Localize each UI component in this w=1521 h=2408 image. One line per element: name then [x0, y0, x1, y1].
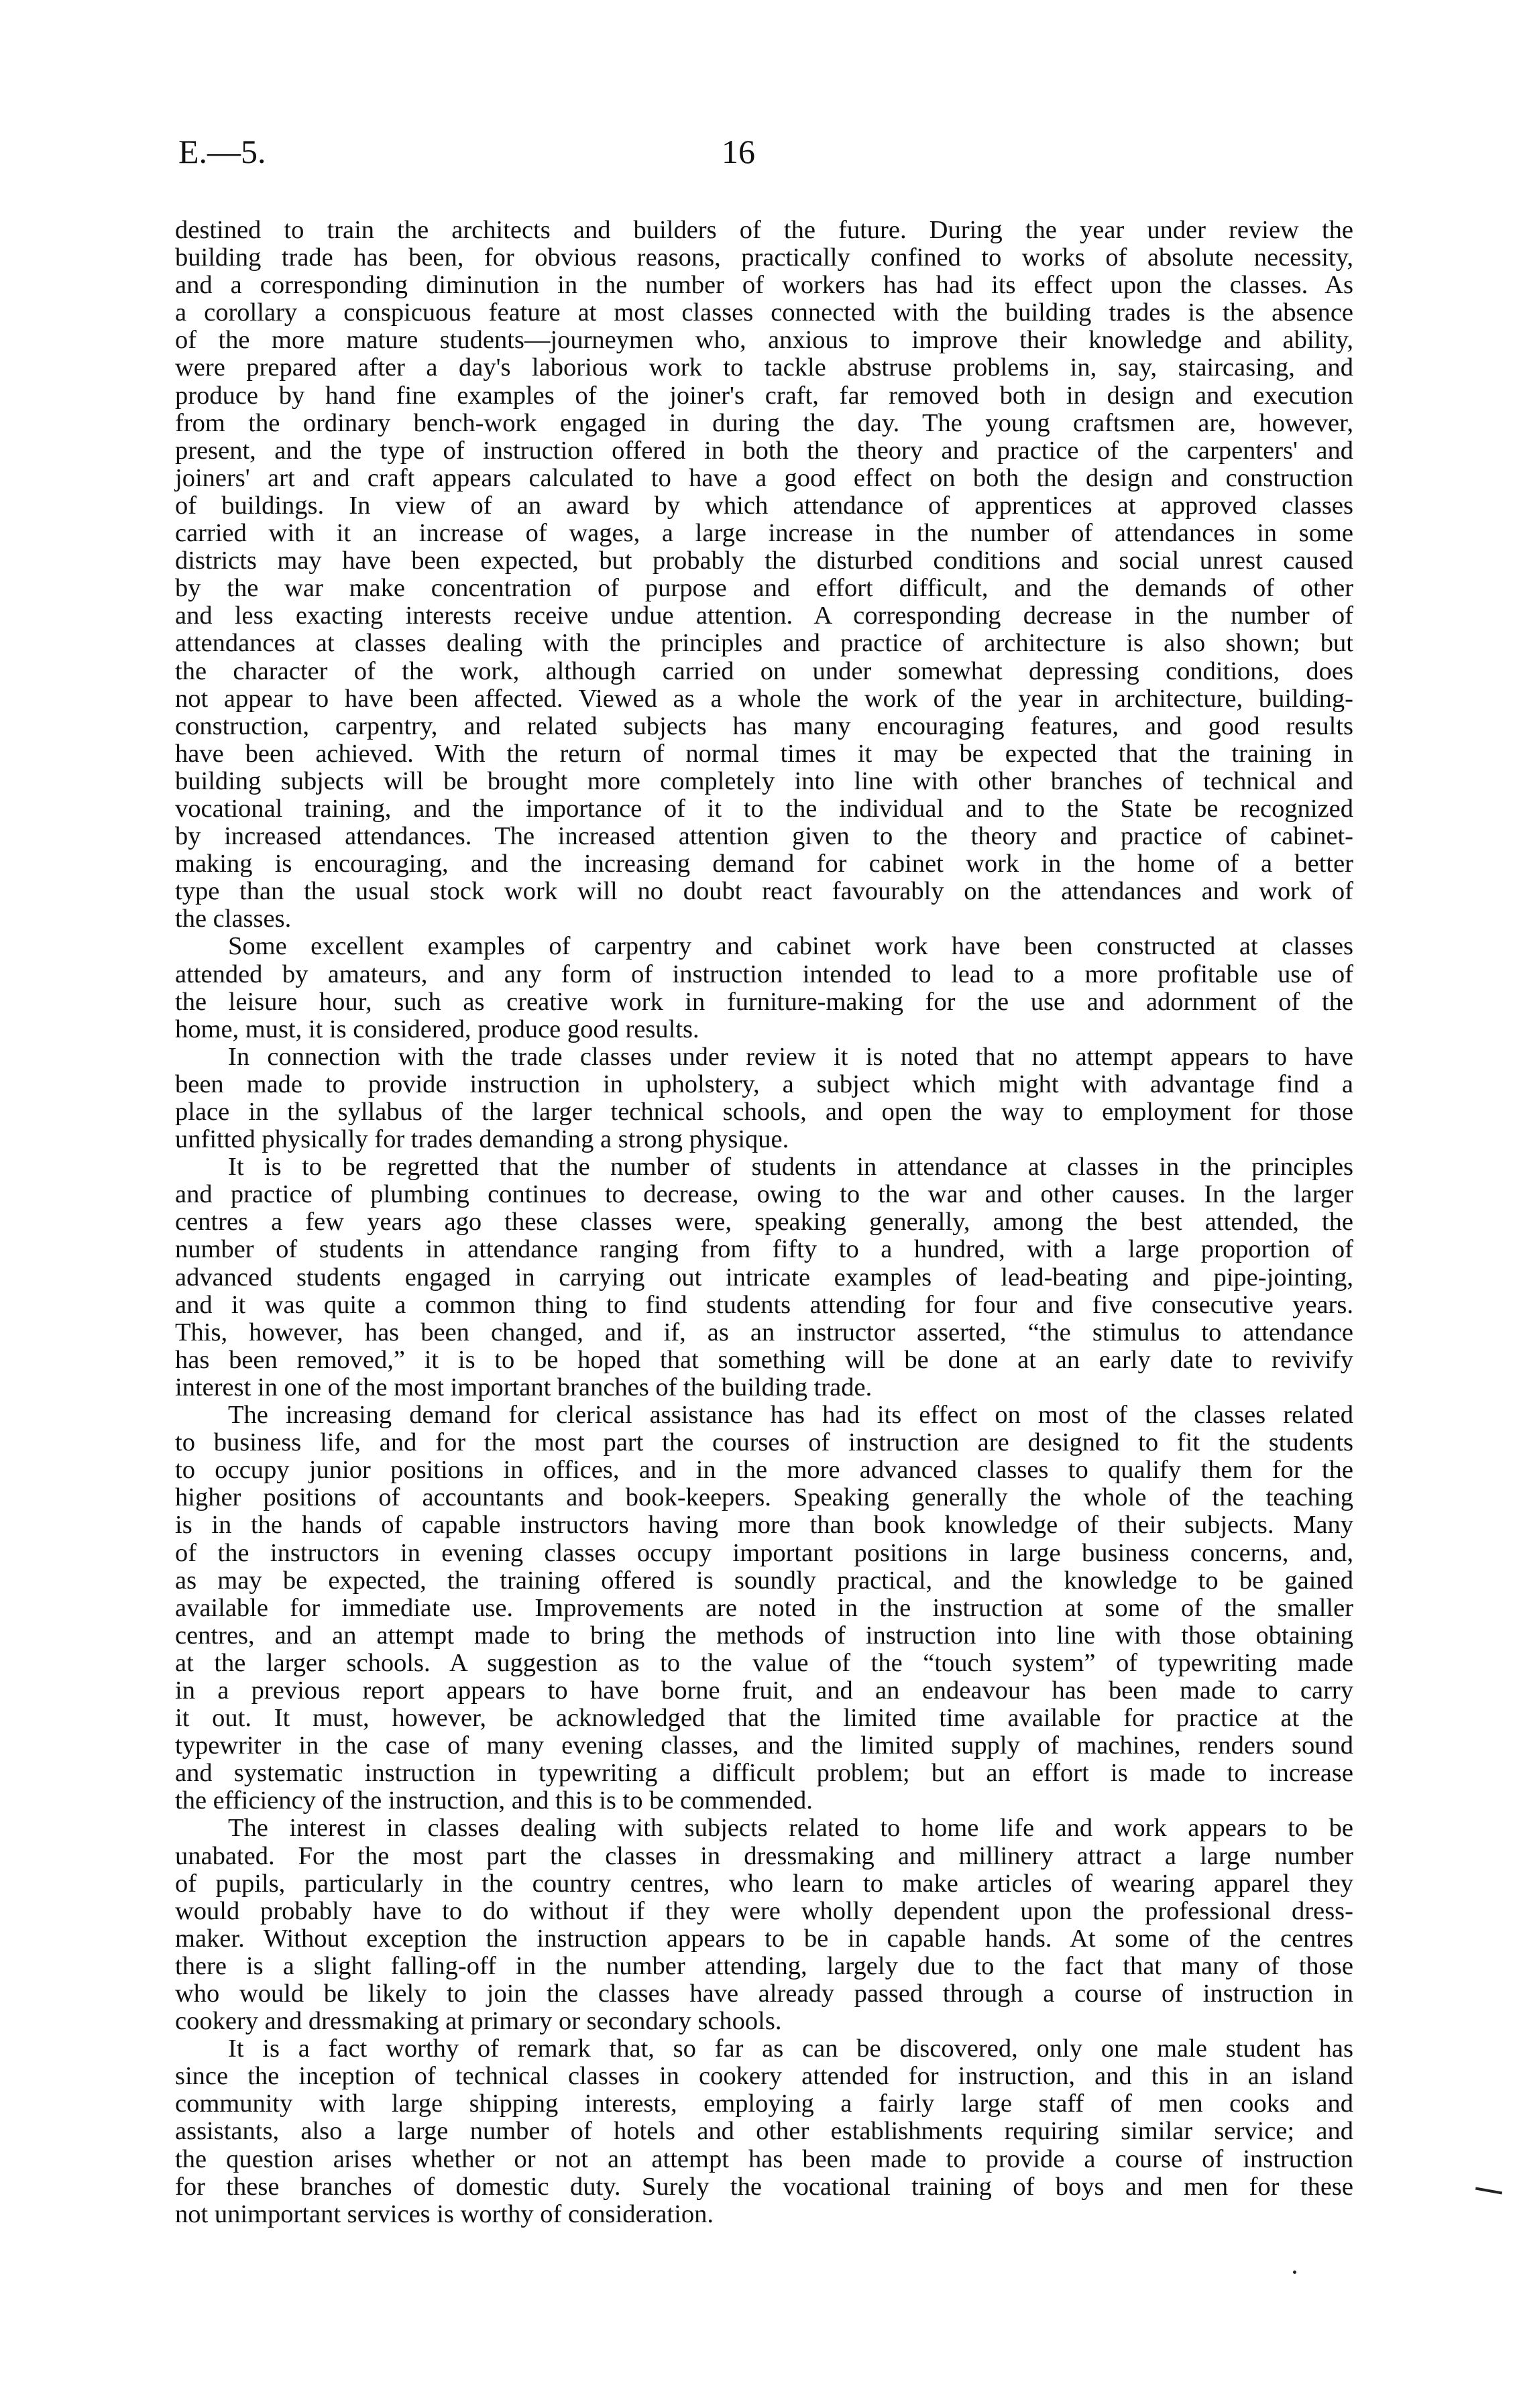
- text-line: by increased attendances. The increased attention given to the theory and practice of cabinet-: [175, 822, 1353, 851]
- text-line: unabated. For the most part the classes in dressmaking and millinery attract a large number: [175, 1841, 1353, 1870]
- text-line: interest in one of the most important branches of the building trade.: [175, 1373, 872, 1401]
- text-line: and it was quite a common thing to find students attending for four and five consecutive years.: [175, 1290, 1353, 1319]
- text-line: and practice of plumbing continues to decrease, owing to the war and other causes. In the larger: [175, 1180, 1353, 1209]
- text-line: community with large shipping interests, employing a fairly large staff of men cooks and: [175, 2089, 1353, 2118]
- paragraph: [175, 1153, 1353, 1401]
- text-line: attendances at classes dealing with the principles and practice of architecture is also shown; but: [175, 629, 1353, 658]
- text-line: place in the syllabus of the larger technical schools, and open the way to employment for those: [175, 1098, 1353, 1126]
- text-line: and less exacting interests receive undue attention. A corresponding decrease in the number of: [175, 601, 1353, 630]
- text-line: by the war make concentration of purpose and effort difficult, and the demands of other: [175, 574, 1353, 603]
- text-line: produce by hand fine examples of the joiner's craft, far removed both in design and execution: [175, 381, 1353, 410]
- text-line: higher positions of accountants and book-keepers. Speaking generally the whole of the teaching: [175, 1483, 1353, 1512]
- text-line: In connection with the trade classes under review it is noted that no attempt appears to have: [228, 1042, 1353, 1071]
- text-line: joiners' art and craft appears calculated to have a good effect on both the design and construction: [175, 463, 1353, 492]
- scan-mark: [1475, 2187, 1502, 2195]
- paragraph: [175, 2035, 1353, 2228]
- text-line: The increasing demand for clerical assistance has had its effect on most of the classes related: [228, 1401, 1353, 1430]
- text-line: since the inception of technical classes in cookery attended for instruction, and this in an island: [175, 2062, 1353, 2091]
- text-line: It is to be regretted that the number of students in attendance at classes in the principles: [228, 1153, 1353, 1182]
- text-line: is in the hands of capable instructors having more than book knowledge of their subjects. Many: [175, 1511, 1353, 1540]
- text-line: districts may have been expected, but probably the disturbed conditions and social unrest caused: [175, 547, 1353, 575]
- text-line: maker. Without exception the instruction appears to be in capable hands. At some of the centres: [175, 1924, 1353, 1953]
- text-line: were prepared after a day's laborious work to tackle abstruse problems in, say, staircasing, and: [175, 353, 1353, 382]
- text-line: unfitted physically for trades demanding a strong physique.: [175, 1125, 789, 1154]
- text-line: who would be likely to join the classes have already passed through a course of instruction in: [175, 1980, 1353, 2008]
- text-line: the efficiency of the instruction, and this is to be commended.: [175, 1786, 813, 1815]
- text-line: centres, and an attempt made to bring the methods of instruction into line with those obtaining: [175, 1621, 1353, 1650]
- text-line: and a corresponding diminution in the number of workers has had its effect upon the classes. As: [175, 271, 1353, 300]
- text-line: cookery and dressmaking at primary or secondary schools.: [175, 2007, 782, 2036]
- body-text: [175, 217, 1353, 2228]
- page-number: 16: [722, 133, 755, 170]
- text-line: and systematic instruction in typewriting a difficult problem; but an effort is made to increase: [175, 1759, 1353, 1788]
- text-line: from the ordinary bench-work engaged in during the day. The young craftsmen are, however,: [175, 408, 1353, 437]
- text-line: It is a fact worthy of remark that, so far as can be discovered, only one male student has: [228, 2034, 1353, 2063]
- text-line: attended by amateurs, and any form of instruction intended to lead to a more profitable use of: [175, 960, 1353, 988]
- text-line: building trade has been, for obvious reasons, practically confined to works of absolute necessity,: [175, 243, 1353, 272]
- text-line: This, however, has been changed, and if, as an instructor asserted, “the stimulus to attendance: [175, 1318, 1353, 1346]
- text-line: of pupils, particularly in the country centres, who learn to make articles of wearing apparel they: [175, 1869, 1353, 1898]
- text-line: available for immediate use. Improvements are noted in the instruction at some of the smaller: [175, 1593, 1353, 1622]
- text-line: number of students in attendance ranging from fifty to a hundred, with a large proportion of: [175, 1235, 1353, 1264]
- text-line: destined to train the architects and builders of the future. During the year under review the: [175, 216, 1353, 244]
- text-line: vocational training, and the importance of it to the individual and to the State be recognized: [175, 794, 1353, 823]
- paragraph: [175, 217, 1353, 933]
- text-line: the character of the work, although carried on under somewhat depressing conditions, does: [175, 656, 1353, 685]
- text-line: not appear to have been affected. Viewed as a whole the work of the year in architecture, building-: [175, 684, 1353, 713]
- text-line: making is encouraging, and the increasing demand for cabinet work in the home of a better: [175, 850, 1353, 878]
- text-line: type than the usual stock work will no doubt react favourably on the attendances and work of: [175, 877, 1353, 906]
- paragraph: [175, 933, 1353, 1043]
- text-line: of buildings. In view of an award by which attendance of apprentices at approved classes: [175, 491, 1353, 520]
- text-line: The interest in classes dealing with subjects related to home life and work appears to be: [228, 1814, 1353, 1843]
- text-line: to occupy junior positions in offices, and in the more advanced classes to qualify them for the: [175, 1456, 1353, 1485]
- text-line: there is a slight falling-off in the number attending, largely due to the fact that many of those: [175, 1951, 1353, 1980]
- text-line: typewriter in the case of many evening classes, and the limited supply of machines, renders sound: [175, 1731, 1353, 1760]
- text-line: present, and the type of instruction offered in both the theory and practice of the carpenters' and: [175, 436, 1353, 465]
- text-line: Some excellent examples of carpentry and cabinet work have been constructed at classes: [228, 932, 1353, 961]
- paragraph: [175, 1815, 1353, 2035]
- text-line: building subjects will be brought more completely into line with other branches of technical and: [175, 766, 1353, 795]
- text-line: for these branches of domestic duty. Surely the vocational training of boys and men for these: [175, 2172, 1353, 2201]
- text-line: it out. It must, however, be acknowledged that the limited time available for practice at the: [175, 1704, 1353, 1733]
- document-reference: E.—5.: [178, 133, 266, 170]
- text-line: to business life, and for the most part the courses of instruction are designed to fit the students: [175, 1428, 1353, 1457]
- text-line: centres a few years ago these classes were, speaking generally, among the best attended, the: [175, 1208, 1353, 1237]
- scan-mark: [1293, 2271, 1296, 2274]
- text-line: advanced students engaged in carrying out intricate examples of lead-beating and pipe-jointing,: [175, 1263, 1353, 1292]
- text-line: the leisure hour, such as creative work in furniture-making for the use and adornment of the: [175, 987, 1353, 1016]
- text-line: been made to provide instruction in upholstery, a subject which might with advantage find a: [175, 1070, 1353, 1098]
- text-line: home, must, it is considered, produce good results.: [175, 1015, 699, 1043]
- text-line: the classes.: [175, 905, 292, 933]
- text-line: a corollary a conspicuous feature at most classes connected with the building trades is the absence: [175, 298, 1353, 327]
- text-line: as may be expected, the training offered is soundly practical, and the knowledge to be gained: [175, 1566, 1353, 1595]
- text-line: carried with it an increase of wages, a large increase in the number of attendances in some: [175, 519, 1353, 548]
- text-line: construction, carpentry, and related subjects has many encouraging features, and good results: [175, 711, 1353, 740]
- text-line: would probably have to do without if they were wholly dependent upon the professional dress-: [175, 1896, 1353, 1925]
- text-line: at the larger schools. A suggestion as to the value of the “touch system” of typewriting made: [175, 1648, 1353, 1677]
- text-line: has been removed,” it is to be hoped that something will be done at an early date to revivify: [175, 1345, 1353, 1374]
- text-line: of the instructors in evening classes occupy important positions in large business concerns, and,: [175, 1538, 1353, 1567]
- paragraph: [175, 1401, 1353, 1815]
- text-line: the question arises whether or not an attempt has been made to provide a course of instruction: [175, 2144, 1353, 2173]
- text-line: of the more mature students—journeymen who, anxious to improve their knowledge and ability,: [175, 326, 1353, 355]
- text-line: assistants, also a large number of hotels and other establishments requiring similar service; and: [175, 2117, 1353, 2146]
- text-line: have been achieved. With the return of normal times it may be expected that the training in: [175, 739, 1353, 768]
- text-line: not unimportant services is worthy of consideration.: [175, 2199, 714, 2228]
- text-line: in a previous report appears to have borne fruit, and an endeavour has been made to carry: [175, 1676, 1353, 1705]
- paragraph: [175, 1043, 1353, 1153]
